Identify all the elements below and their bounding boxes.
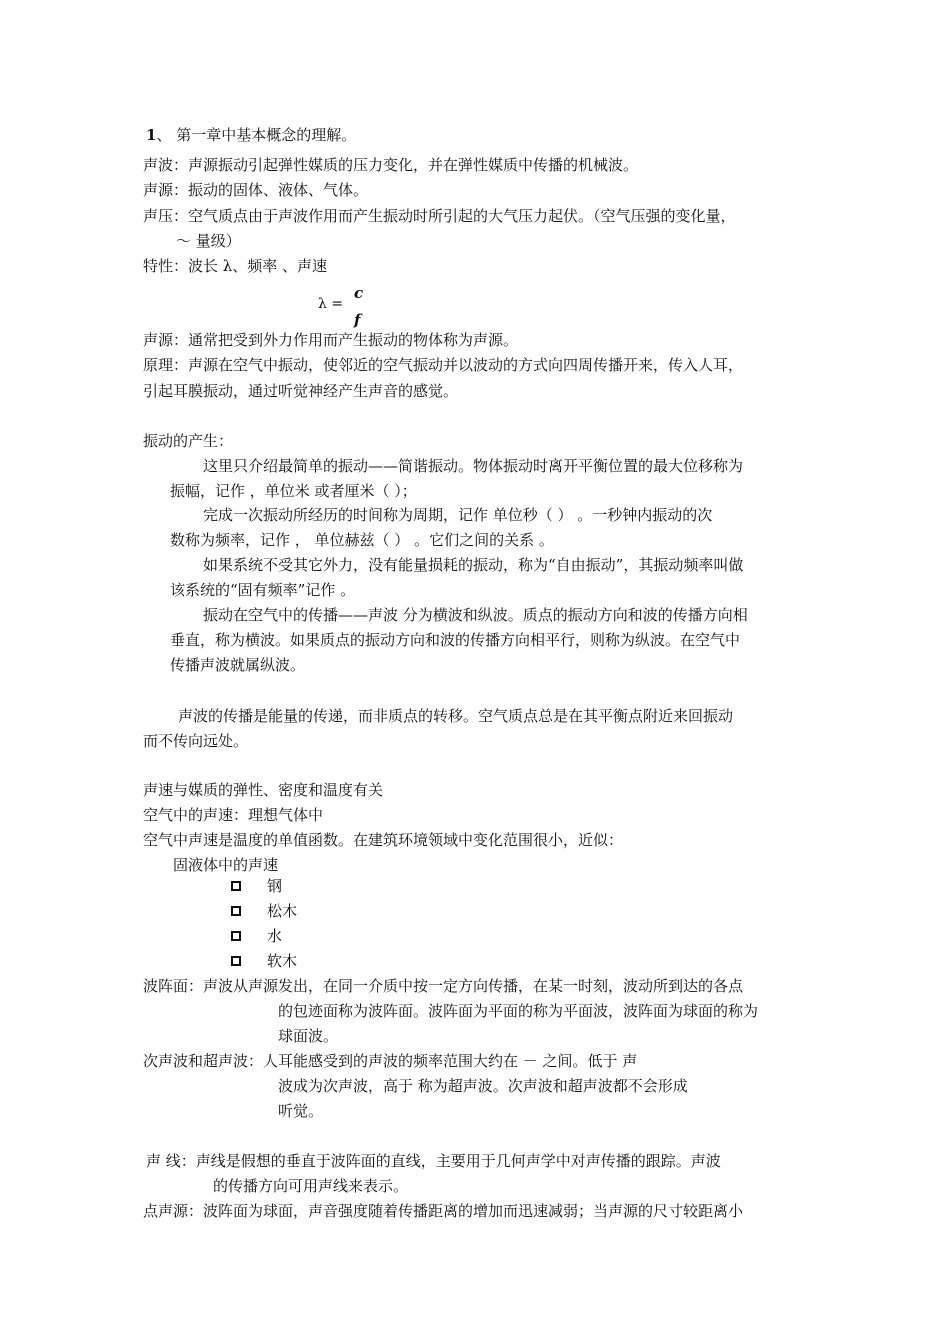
text-line: 完成一次振动所经历的时间称为周期，记作 单位秒（ ） 。一秒钟内振动的次 <box>203 506 713 524</box>
text-line: 球面波。 <box>278 1027 339 1045</box>
text-line: 声源：通常把受到外力作用而产生振动的物体称为声源。 <box>143 331 519 349</box>
text-line: 振动在空气中的传播——声波 分为横波和纵波。质点的振动方向和波的传播方向相 <box>203 606 748 624</box>
checkbox-icon <box>231 956 241 966</box>
text-line: 声源：振动的固体、液体、气体。 <box>143 181 369 199</box>
text-line: 而不传向远处。 <box>143 732 249 750</box>
text-line: 引起耳膜振动，通过听觉神经产生声音的感觉。 <box>143 382 459 400</box>
text-line: 声 线：声线是假想的垂直于波阵面的直线，主要用于几何声学中对声传播的跟踪。声波 <box>146 1152 721 1170</box>
text-line: 固液体中的声速 <box>173 856 279 874</box>
text-line: 原理：声源在空气中振动，使邻近的空气振动并以波动的方式向四周传播开来，传入人耳， <box>143 356 744 374</box>
checkbox-icon <box>231 906 241 916</box>
text-line: 如果系统不受其它外力，没有能量损耗的振动，称为“自由振动”，其振动频率叫做 <box>203 556 744 574</box>
checkbox-icon <box>231 931 241 941</box>
heading <box>146 125 356 145</box>
text-line: 振幅，记作 ，单位米 或者厘米（ ）； <box>170 482 417 500</box>
text-line: 声速与媒质的弹性、密度和温度有关 <box>143 781 384 799</box>
text-line: 听觉。 <box>278 1102 324 1120</box>
text-line: 这里只介绍最简单的振动——简谐振动。物体振动时离开平衡位置的最大位移称为 <box>203 457 744 475</box>
text-line: 该系统的“固有频率”记作 。 <box>170 581 356 599</box>
text-line: 数称为频率，记作 ， 单位赫兹（ ） 。它们之间的关系 。 <box>170 531 554 549</box>
text-line: 特性：波长 λ、频率 、声速 <box>143 257 328 275</box>
text-line: 传播声波就属纵波。 <box>170 656 306 674</box>
text-line: ～ 量级） <box>176 232 241 250</box>
formula-lhs: λ = <box>318 296 344 312</box>
text-line: 垂直，称为横波。如果质点的振动方向和波的传播方向相平行，则称为纵波。在空气中 <box>170 631 741 649</box>
formula-numerator: c <box>354 284 364 302</box>
list-item: 软木 <box>267 952 298 970</box>
heading-text: 、 第一章中基本概念的理解。 <box>156 126 357 144</box>
text-line: 次声波和超声波：人耳能感受到的声波的频率范围大约在 － 之间。低于 声 <box>143 1052 638 1070</box>
text-line: 波阵面：声波从声源发出，在同一介质中按一定方向传播，在某一时刻，波动所到达的各点 <box>143 977 744 995</box>
checkbox-icon <box>231 881 241 891</box>
text-line: 的包迹面称为波阵面。波阵面为平面的称为平面波，波阵面为球面的称为 <box>278 1002 759 1020</box>
text-line: 波成为次声波，高于 称为超声波。次声波和超声波都不会形成 <box>278 1077 688 1095</box>
heading-number: 1 <box>146 126 157 144</box>
formula-denominator: f <box>354 311 361 329</box>
text-line: 振动的产生： <box>143 432 234 450</box>
text-line: 空气中声速是温度的单值函数。在建筑环境领域中变化范围很小，近似： <box>143 831 624 849</box>
text-line: 声波的传播是能量的传递，而非质点的转移。空气质点总是在其平衡点附近来回振动 <box>178 707 734 725</box>
list-item: 钢 <box>267 877 283 895</box>
list-item: 水 <box>267 927 283 945</box>
text-line: 点声源：波阵面为球面，声音强度随着传播距离的增加而迅速减弱；当声源的尺寸较距离小 <box>143 1202 744 1220</box>
text-line: 的传播方向可用声线来表示。 <box>213 1177 409 1195</box>
text-line: 声压：空气质点由于声波作用而产生振动时所引起的大气压力起伏。（空气压强的变化量， <box>143 207 736 225</box>
text-line: 空气中的声速：理想气体中 <box>143 806 324 824</box>
text-line: 声波：声源振动引起弹性媒质的压力变化，并在弹性媒质中传播的机械波。 <box>143 156 639 174</box>
list-item: 松木 <box>267 902 298 920</box>
